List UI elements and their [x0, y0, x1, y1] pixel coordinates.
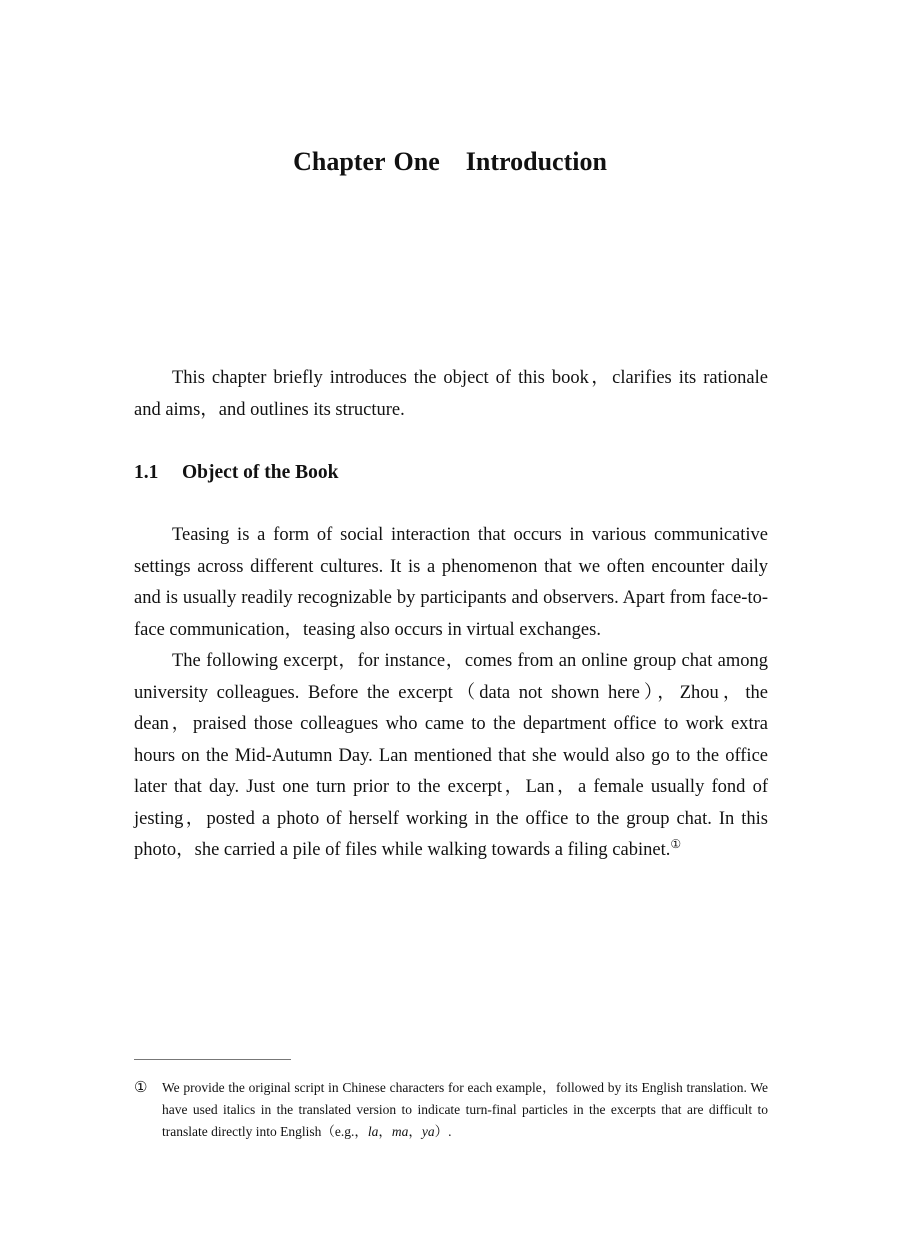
- footnote-particle-ya: ya: [421, 1124, 435, 1139]
- body-paragraph-2-text: The following excerpt，for instance，comes from an online group chat among university colleagues. Before the excerpt（data not shown here），Zhou，the dean，praised those colleagues who came to the department office to work extra hours on the Mid-Autumn Day. Lan mentioned that she would also go to the office later that day. Just one turn prior to the excerpt，Lan，a female usually fond of jesting，posted a photo of herself working in the office to the group chat. In this photo，she carried a pile of files while walking towards a filing cabinet.: [134, 651, 768, 860]
- footnote-marker: ①: [134, 1080, 148, 1096]
- chapter-title: [0, 144, 900, 180]
- footnote-particle-la: la: [367, 1124, 379, 1139]
- chapter-number: Chapter One: [293, 147, 440, 176]
- section-title: Object of the Book: [182, 462, 339, 483]
- chapter-name: Introduction: [465, 147, 607, 176]
- footnote-text-end: ）.: [434, 1124, 452, 1139]
- footnote-divider: [134, 1059, 291, 1060]
- footnote-text: [162, 1077, 768, 1143]
- footnote-separator: ，: [378, 1124, 392, 1139]
- body-paragraph-1: Teasing is a form of social interaction that occurs in various communicative settings across different cultures. It is a phenomenon that we often encounter daily and is usually readily recognizable by participants and observers. Apart from face-to-face communication，teasing also occurs in virtual exchanges.: [134, 525, 768, 640]
- section-number: 1.1: [134, 462, 159, 483]
- body-paragraph-2: [134, 646, 768, 867]
- footnote: [134, 1077, 768, 1143]
- footnote-particle-ma: ma: [391, 1124, 409, 1139]
- intro-paragraph: This chapter briefly introduces the object of this book，clarifies its rationale and aims，and outlines its structure.: [134, 368, 768, 420]
- section-heading: [134, 458, 339, 488]
- footnote-reference: ①: [670, 836, 682, 851]
- footnote-text-main: We provide the original script in Chinese characters for each example，followed by its English translation. We have used italics in the translated version to indicate turn-final particles in the excerpts that are difficult to translate directly into English（e.g.，: [162, 1080, 768, 1139]
- section-body: [134, 520, 768, 867]
- footnote-separator: ，: [408, 1124, 422, 1139]
- intro-block: [134, 363, 768, 426]
